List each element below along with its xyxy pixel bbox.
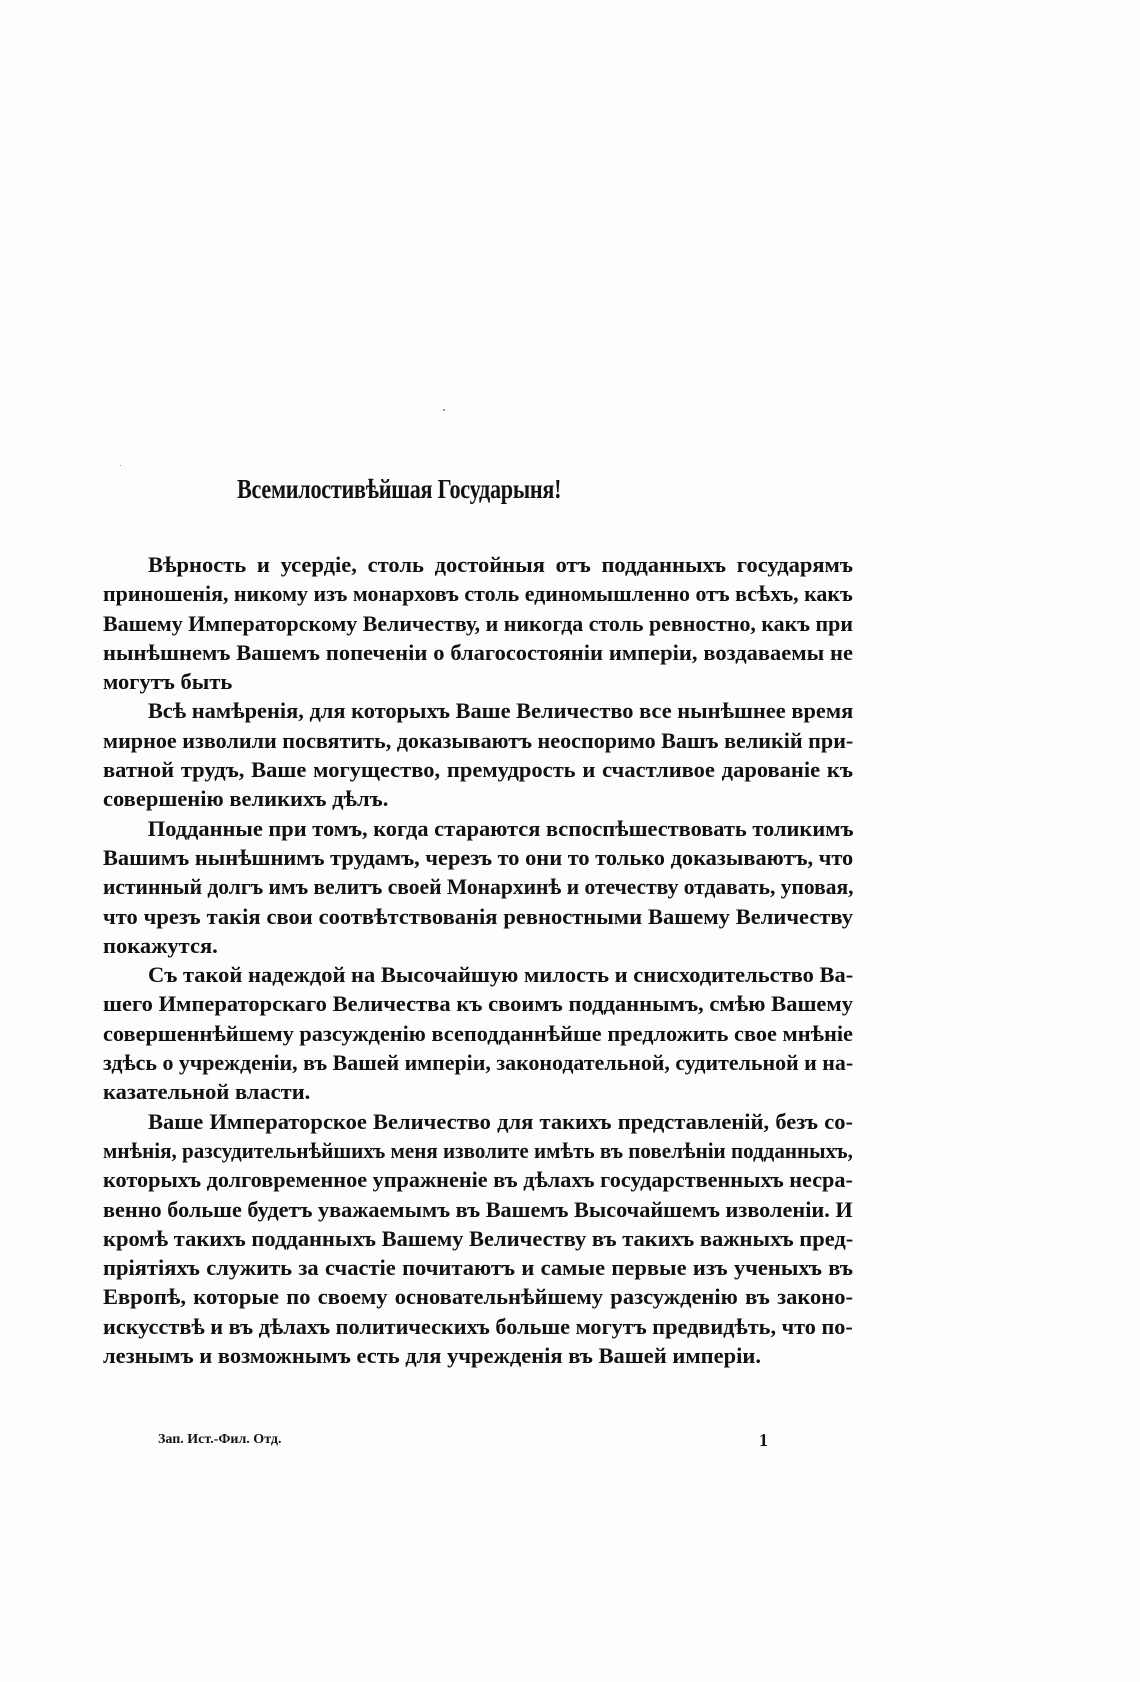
text-line: Вѣрность и усердіе, столь достойныя отъ подданныхъ государямъ bbox=[148, 552, 853, 577]
scan-speck bbox=[120, 465, 121, 466]
paragraph bbox=[103, 1107, 853, 1371]
text-line: пріятіяхъ служить за счастіе почитаютъ и самые первые изъ ученыхъ въ bbox=[103, 1255, 853, 1281]
text-line: мнѣнія, разсудительнѣйшихъ меня изволите имѣть въ повелѣніи подданныхъ, bbox=[103, 1137, 853, 1163]
paragraph bbox=[103, 550, 853, 696]
paragraph bbox=[103, 696, 853, 813]
text-line: Всѣ намѣренія, для которыхъ Ваше Величество все нынѣшнее время bbox=[147, 698, 854, 724]
text-line: Подданные при томъ, когда стараются вспоспѣшествовать толикимъ bbox=[147, 815, 854, 841]
text-line: казательной власти. bbox=[103, 1079, 311, 1105]
text-line: ватной трудъ, Ваше могущество, премудрость и счастливое дарованіе къ bbox=[103, 757, 853, 783]
text-line: нынѣшнемъ Вашемъ попеченіи о благосостояніи имперіи, воздаваемы не bbox=[103, 639, 853, 665]
text-line: искусствѣ и въ дѣлахъ политическихъ больше могутъ предвидѣть, что по- bbox=[103, 1313, 853, 1339]
footer-signature: Зап. Ист.-Фил. Отд. bbox=[158, 1432, 282, 1447]
page-number: 1 bbox=[759, 1430, 768, 1450]
text-line: Съ такой надеждой на Высочайшую милость и снисходительство Ва- bbox=[147, 962, 854, 988]
text-line: шего Императорскаго Величества къ своимъ подданнымъ, смѣю Вашему bbox=[103, 991, 853, 1017]
body-text bbox=[103, 550, 853, 1370]
paragraph bbox=[103, 960, 853, 1106]
text-line: кромѣ такихъ подданныхъ Вашему Величеству въ такихъ важныхъ пред- bbox=[103, 1225, 854, 1251]
text-line: истинный долгъ имъ велитъ своей Монархинѣ и отечеству отдавать, уповая, bbox=[103, 874, 854, 900]
text-line: совершеннѣйшему разсужденію всеподданнѣйше предложить свое мнѣніе bbox=[103, 1020, 853, 1046]
scan-speck bbox=[443, 409, 445, 411]
text-line: мирное изволили посвятить, доказываютъ неоспоримо Вашъ великій при- bbox=[103, 727, 854, 753]
text-line: венно больше будетъ уважаемымъ въ Вашемъ Высочайшемъ изволеніи. И bbox=[103, 1196, 853, 1222]
text-line: которыхъ долговременное упражненіе въ дѣлахъ государственныхъ несра- bbox=[103, 1167, 853, 1193]
text-line: что чрезъ такія свои соотвѣтствованія ревностными Вашему Величеству bbox=[103, 903, 853, 929]
text-line: совершенію великихъ дѣлъ. bbox=[103, 786, 389, 812]
text-line: Вашему Императорскому Величеству, и никогда столь ревностно, какъ при bbox=[103, 610, 853, 636]
text-line: Европѣ, которые по своему основательнѣйшему разсужденію въ законо- bbox=[103, 1284, 853, 1310]
text-line: покажутся. bbox=[103, 932, 218, 958]
page-title: Всемилостивѣйшая Государыня! bbox=[237, 474, 562, 504]
text-line: могутъ быть bbox=[103, 669, 233, 695]
text-line: Ваше Императорское Величество для такихъ представленій, безъ со- bbox=[148, 1108, 853, 1134]
text-line: Вашимъ нынѣшнимъ трудамъ, черезъ то они то только доказываютъ, что bbox=[103, 844, 854, 870]
paragraph bbox=[103, 814, 853, 960]
text-line: лезнымъ и возможнымъ есть для учрежденія въ Вашей имперіи. bbox=[103, 1343, 761, 1369]
text-line: здѣсь о учрежденіи, въ Вашей имперіи, законодательной, судительной и на- bbox=[103, 1050, 854, 1076]
text-line: приношенія, никому изъ монарховъ столь единомышленно отъ всѣхъ, какъ bbox=[103, 581, 853, 607]
